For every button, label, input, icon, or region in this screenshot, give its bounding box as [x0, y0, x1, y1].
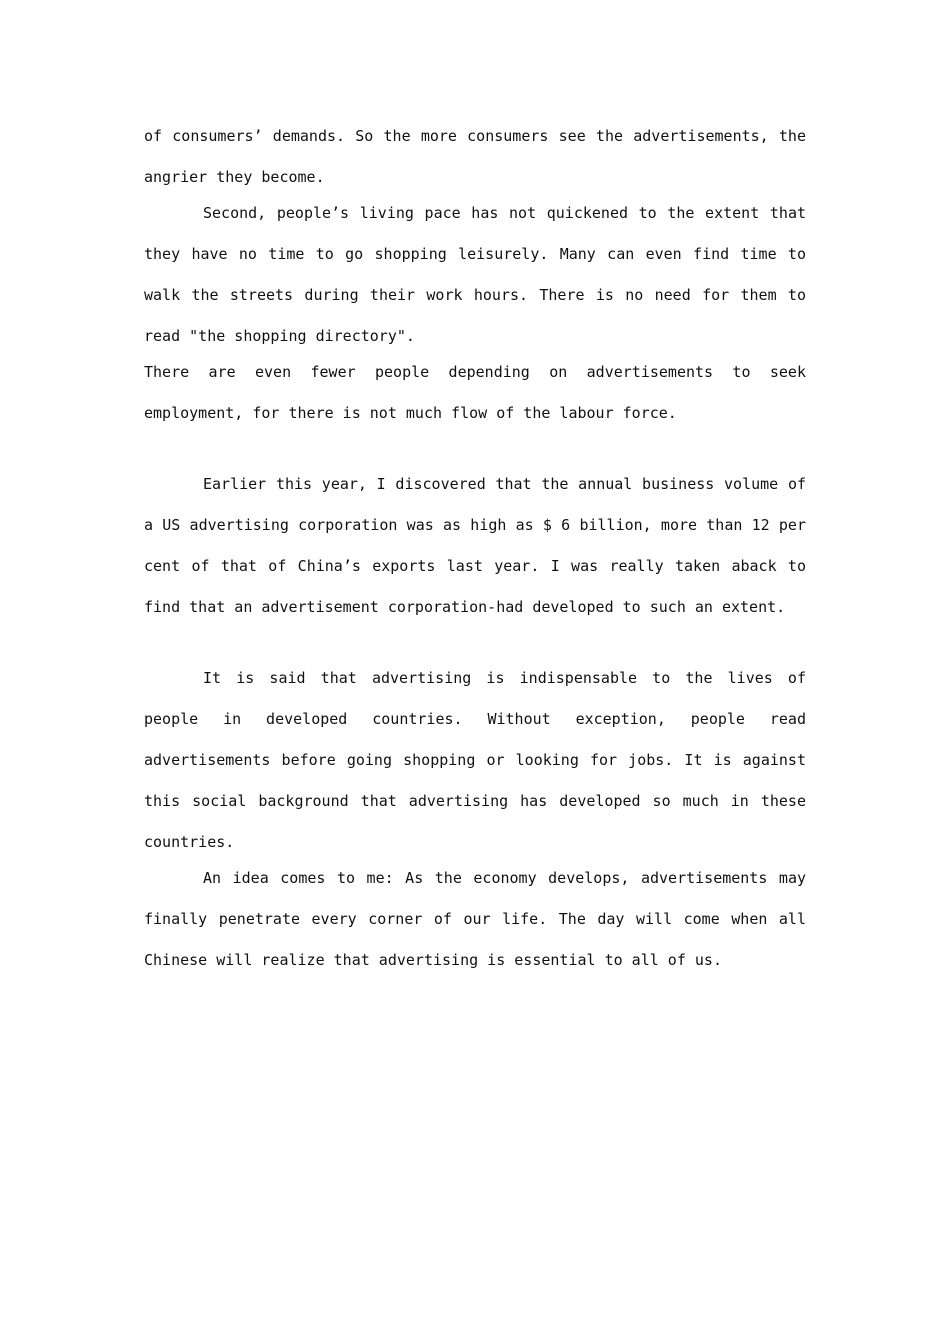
paragraph-consumers-demands: of consumers’ demands. So the more consumers see the advertisements, the angrier they become. [144, 127, 806, 186]
paragraph-spacer [144, 434, 806, 464]
paragraph-developed-countries: It is said that advertising is indispensable to the lives of people in developed countries. Without exception, people read advertisements before going shopping or looking for jobs. It is against this social background that advertising has developed so much in these countries. [144, 669, 806, 851]
document-body [144, 116, 806, 981]
paragraph-spacer [144, 628, 806, 658]
paragraph-living-pace: Second, people’s living pace has not quickened to the extent that they have no time to go shopping leisurely. Many can even find time to walk the streets during their work hours. There is no need for them to read "the shopping directory". [144, 204, 806, 345]
paragraph-employment: There are even fewer people depending on advertisements to seek employment, for there is not much flow of the labour force. [144, 363, 806, 422]
paragraph-us-corporation: Earlier this year, I discovered that the annual business volume of a US advertising corporation was as high as $ 6 billion, more than 12 per cent of that of China’s exports last year. I was really taken aback to find that an advertisement corporation-had developed to such an extent. [144, 475, 806, 616]
paragraph-idea: An idea comes to me: As the economy develops, advertisements may finally penetrate every corner of our life. The day will come when all Chinese will realize that advertising is essential to all of us. [144, 869, 806, 969]
